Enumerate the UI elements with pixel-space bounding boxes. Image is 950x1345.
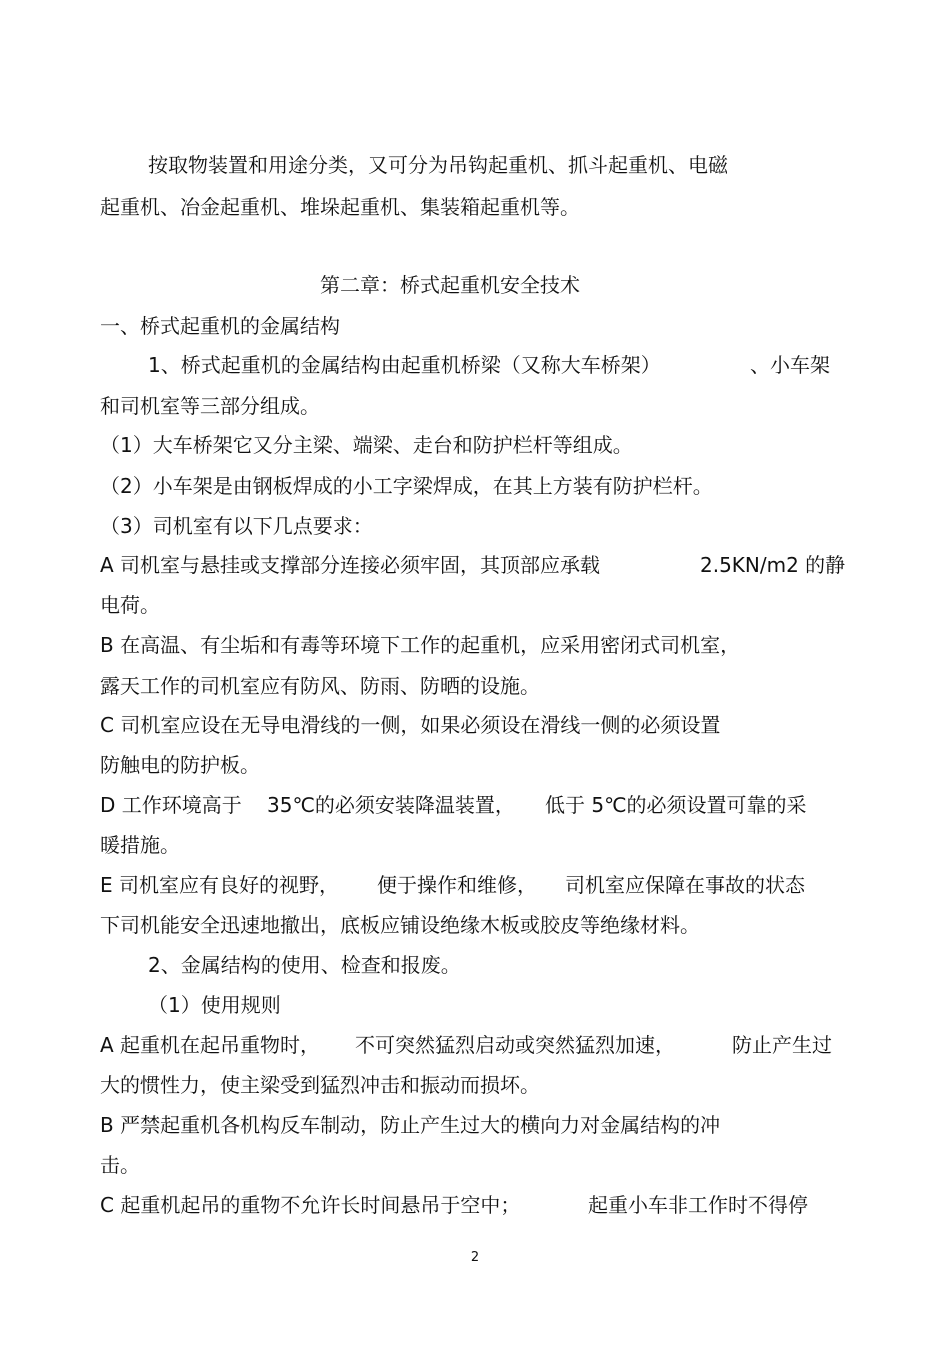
subsection-heading: （1）使用规则 <box>148 993 281 1017</box>
paragraph-line: 2.5KN/m2 的静 <box>700 553 846 577</box>
paragraph-line: 、小车架 <box>750 353 830 377</box>
paragraph-line: 防止产生过 <box>732 1033 832 1057</box>
paragraph-line: A 起重机在起吊重物时， <box>100 1033 321 1057</box>
paragraph-line: B 在高温、有尘垢和有毒等环境下工作的起重机，应采用密闭式司机室， <box>100 633 741 657</box>
paragraph-line: 便于操作和维修， <box>377 873 537 897</box>
paragraph-line: 和司机室等三部分组成。 <box>100 394 320 418</box>
paragraph-line: 起重小车非工作时不得停 <box>588 1193 808 1217</box>
paragraph-line: 1、桥式起重机的金属结构由起重机桥梁（又称大车桥架） <box>148 353 661 377</box>
paragraph-line: D 工作环境高于 <box>100 793 242 817</box>
paragraph-line: A 司机室与悬挂或支撑部分连接必须牢固，其顶部应承载 <box>100 553 601 577</box>
paragraph-line: 击。 <box>100 1153 140 1177</box>
paragraph-line: B 严禁起重机各机构反车制动，防止产生过大的横向力对金属结构的冲 <box>100 1113 721 1137</box>
list-item: （3）司机室有以下几点要求： <box>100 514 373 538</box>
paragraph-line: 低于 5℃的必须设置可靠的采 <box>545 793 807 817</box>
paragraph-line: 防触电的防护板。 <box>100 753 260 777</box>
list-item: （1）大车桥架它又分主梁、端梁、走台和防护栏杆等组成。 <box>100 433 633 457</box>
paragraph-line: 露天工作的司机室应有防风、防雨、防晒的设施。 <box>100 674 540 698</box>
subsection-heading: 2、金属结构的使用、检查和报废。 <box>148 953 461 977</box>
paragraph-line: 司机室应保障在事故的状态 <box>565 873 805 897</box>
paragraph-line: C 司机室应设在无导电滑线的一侧，如果必须设在滑线一侧的必须设置 <box>100 713 721 737</box>
section-heading: 一、桥式起重机的金属结构 <box>100 314 340 338</box>
page-number: 2 <box>470 1250 480 1265</box>
paragraph-line: E 司机室应有良好的视野， <box>100 873 339 897</box>
paragraph-line: 起重机、冶金起重机、堆垛起重机、集装箱起重机等。 <box>100 195 580 219</box>
paragraph-line: 暖措施。 <box>100 833 180 857</box>
paragraph-line: 大的惯性力，使主梁受到猛烈冲击和振动而损坏。 <box>100 1073 540 1097</box>
paragraph-line: C 起重机起吊的重物不允许长时间悬吊于空中； <box>100 1193 521 1217</box>
paragraph-line: 35℃的必须安装降温装置， <box>267 793 515 817</box>
paragraph-line: 电荷。 <box>100 593 160 617</box>
paragraph-line: 不可突然猛烈启动或突然猛烈加速， <box>355 1033 675 1057</box>
paragraph-line: 下司机能安全迅速地撤出，底板应铺设绝缘木板或胶皮等绝缘材料。 <box>100 913 700 937</box>
chapter-heading: 第二章：桥式起重机安全技术 <box>320 273 580 297</box>
list-item: （2）小车架是由钢板焊成的小工字梁焊成，在其上方装有防护栏杆。 <box>100 474 713 498</box>
paragraph-line: 按取物装置和用途分类，又可分为吊钩起重机、抓斗起重机、电磁 <box>148 153 728 177</box>
